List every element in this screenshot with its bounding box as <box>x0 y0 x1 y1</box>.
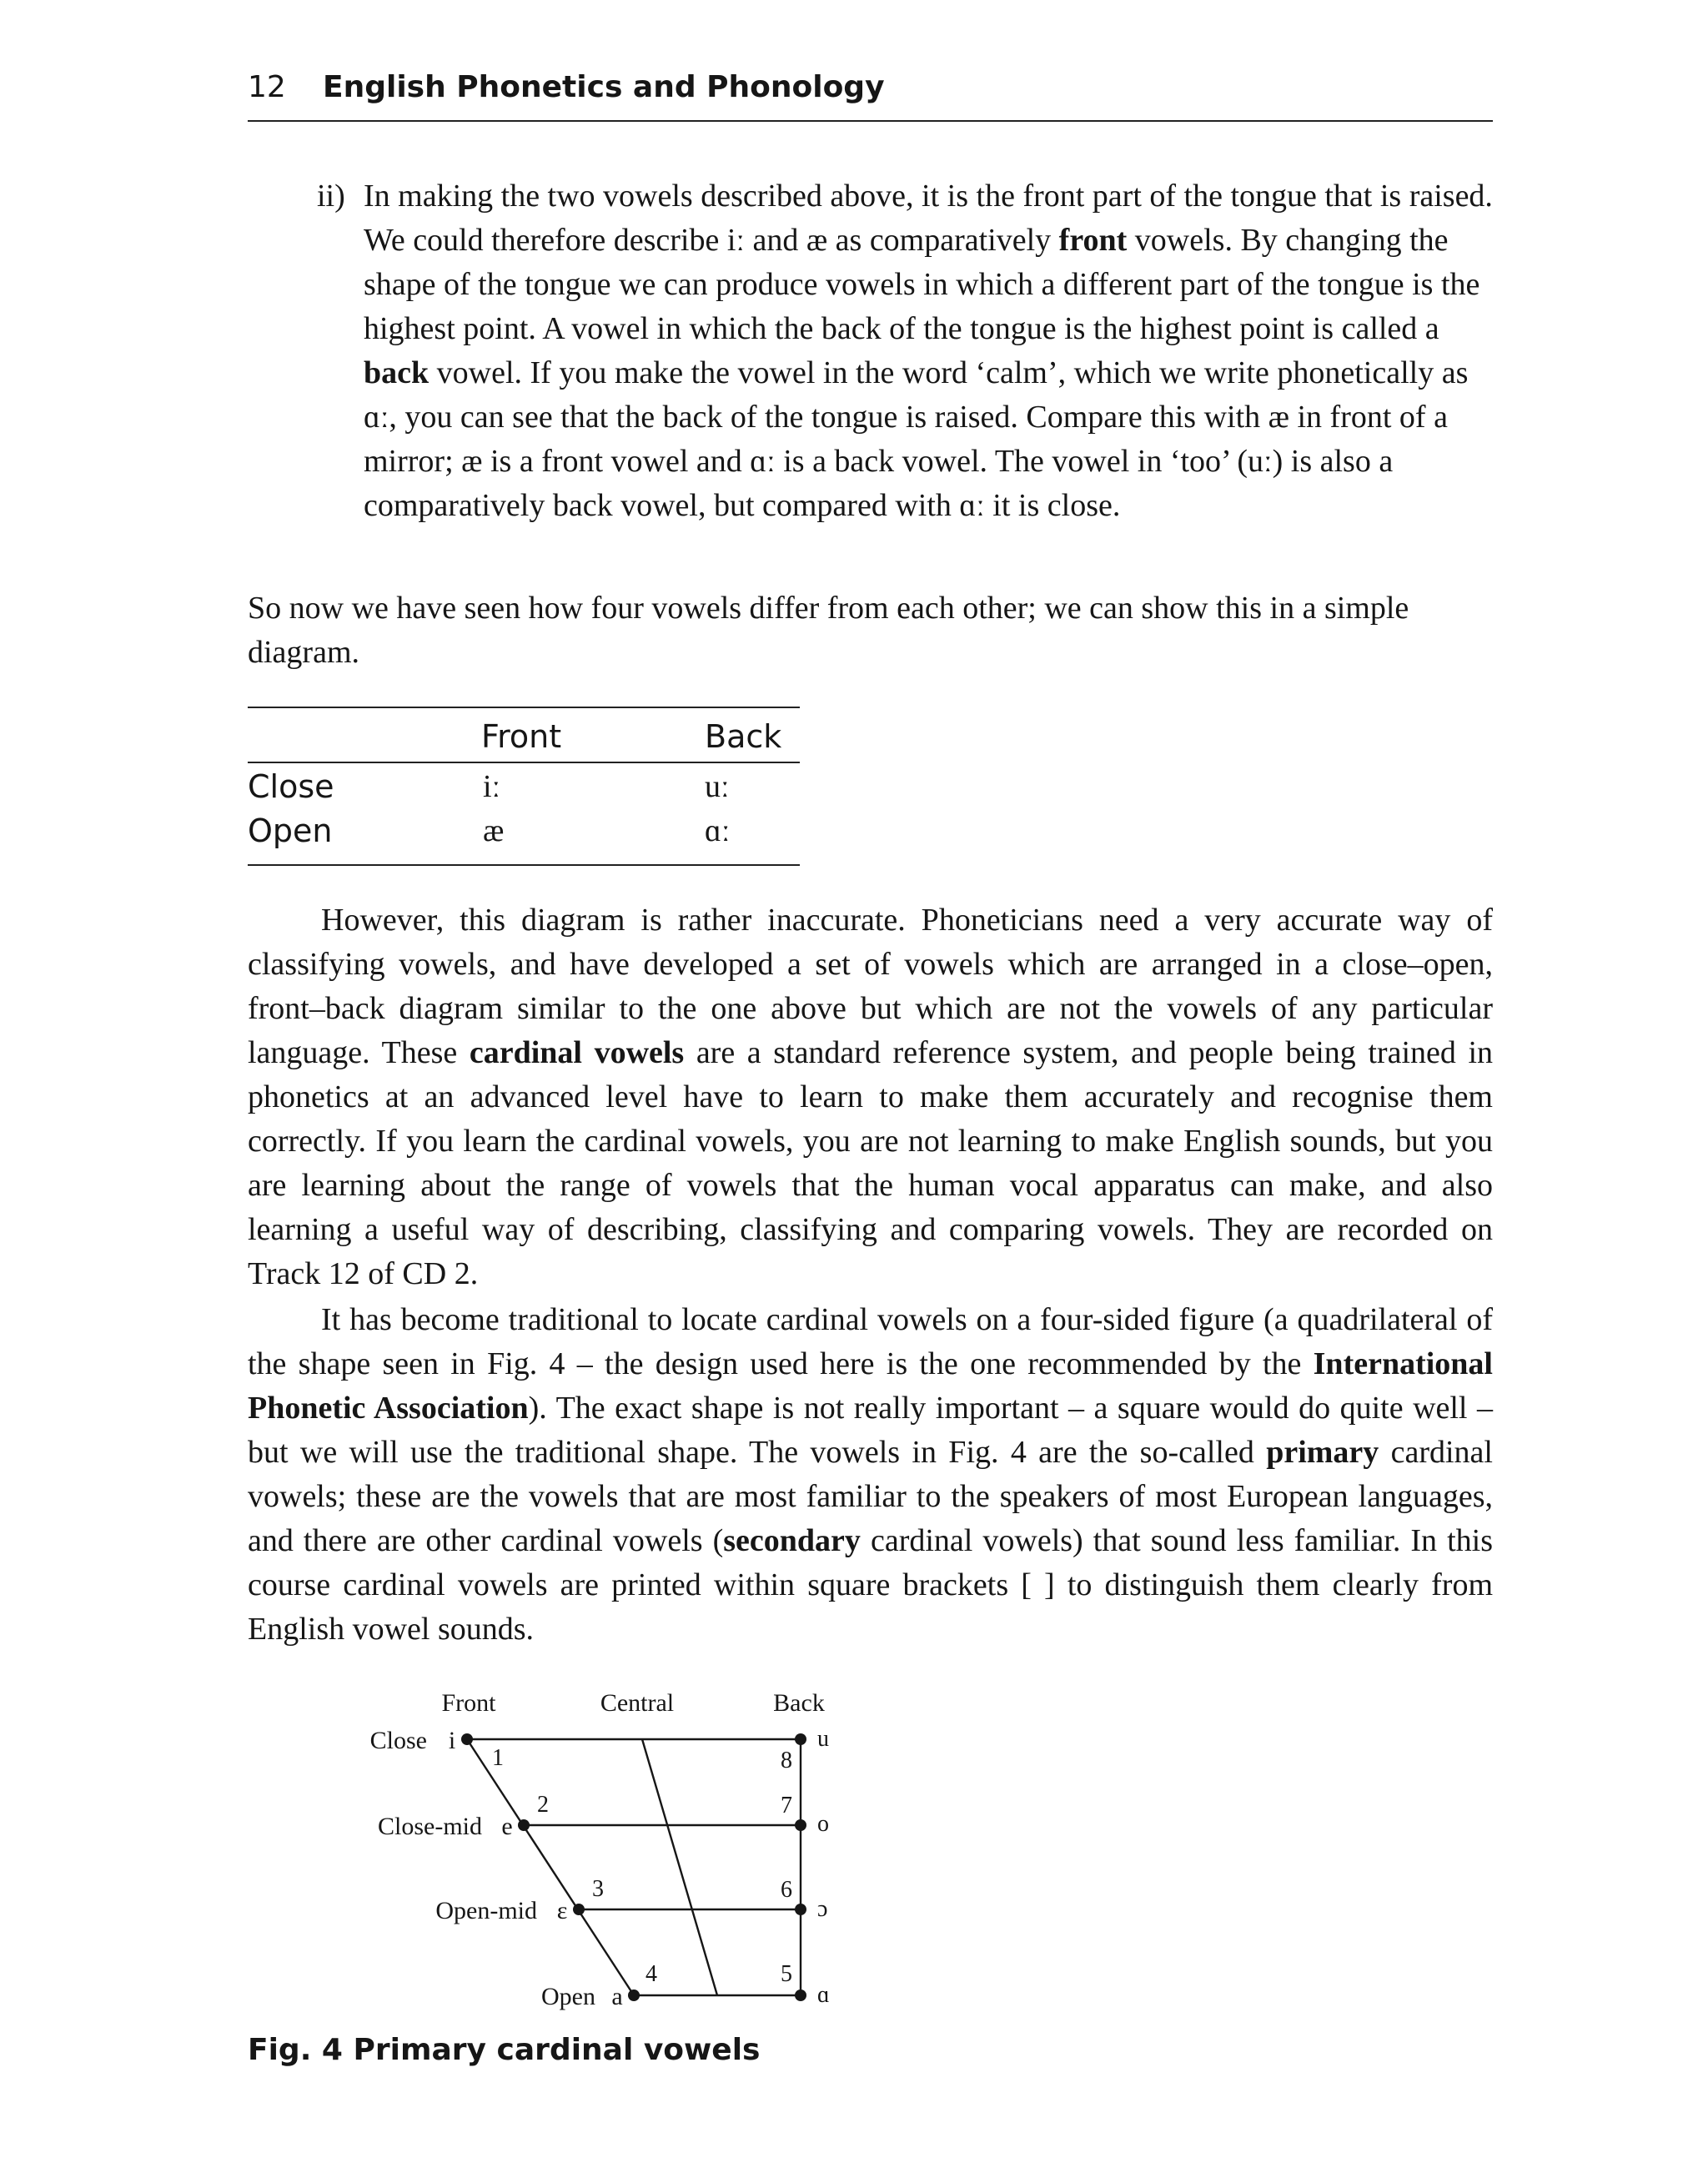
column-label-front: Front <box>441 1689 496 1717</box>
vowel-number-1: 1 <box>492 1745 504 1771</box>
table-row-label-open: Open <box>248 812 333 849</box>
vowel-number-5: 5 <box>781 1961 792 1987</box>
text-run: vowel. If you make the vowel in the word ‘calm’, which we write phonetically as ɑː, you can see that the back of the tongue is raised. Compare this with æ in front of a mirror; æ is a front vowel and ɑː is a back vowel. The vowel in ‘too’ (uː) is also a comparatively back vowel, but compared with ɑː it is close. <box>364 355 1469 523</box>
figure-caption-label: Fig. 4 <box>248 2033 343 2067</box>
lead-in-paragraph: So now we have seen how four vowels differ from each other; we can show this in a simple diagram. <box>248 591 1409 670</box>
table-cell-close-back: uː <box>705 769 730 804</box>
table-rule-header <box>248 762 800 763</box>
figure-vowel-quadrilateral <box>350 1681 867 2015</box>
vowel-symbol-4: a <box>611 1983 623 2010</box>
front-edge <box>467 1739 634 1995</box>
vowel-symbol-3: ɛ <box>556 1897 568 1924</box>
figure-caption <box>248 2033 760 2067</box>
vowel-symbol-1: i <box>448 1727 456 1754</box>
vowel-number-2: 2 <box>537 1792 549 1818</box>
bold-term-front: front <box>1058 223 1128 258</box>
vowel-number-8: 8 <box>781 1748 792 1773</box>
column-label-back: Back <box>773 1689 825 1717</box>
vowel-symbol-2: e <box>501 1813 513 1840</box>
table-cell-open-front: æ <box>483 813 505 848</box>
vowel-point-5 <box>795 1989 806 2001</box>
list-item-number: ii) <box>317 179 345 214</box>
table-rule-bottom <box>248 864 800 866</box>
vowel-number-4: 4 <box>646 1961 657 1987</box>
text-run: cardinal vowels; these are the vowels that are most familiar to the speakers of most European languages, and there are other cardinal vowels ( <box>248 1435 1493 1558</box>
vowel-symbol-6: ɔ <box>817 1896 828 1922</box>
paragraph-cardinal-vowels <box>248 898 1493 1296</box>
text-run: However, this diagram is rather inaccurate. Phoneticians need a very accurate way of classifying vowels, and have developed a set of vowels which are arranged in a close–open, front–back diagram similar to the one above but which are not the vowels of any particular language. These <box>248 903 1493 1070</box>
bold-term-back: back <box>364 355 430 390</box>
text-run: It has become traditional to locate cardinal vowels on a four-sided figure (a quadrilateral of the shape seen in Fig. 4 – the design used here is the one recommended by the <box>248 1302 1493 1381</box>
vowel-point-3 <box>573 1904 585 1915</box>
text-run: In making the two vowels described above, it is the front part of the tongue that is raised. We could therefore describe iː and æ as comparatively <box>364 179 1493 258</box>
vowel-number-3: 3 <box>592 1876 604 1902</box>
paragraph-quadrilateral <box>248 1298 1493 1652</box>
vowel-point-1 <box>461 1733 473 1745</box>
central-line <box>642 1739 717 1995</box>
table-row-label-close: Close <box>248 768 334 805</box>
height-label-close-mid: Close-mid <box>378 1813 482 1840</box>
book-title: English Phonetics and Phonology <box>323 70 885 104</box>
table-cell-close-front: iː <box>483 769 501 804</box>
table-header-front: Front <box>481 718 562 755</box>
vowel-point-6 <box>795 1904 806 1915</box>
bold-term-ipa: International Phonetic Association <box>248 1346 1493 1426</box>
height-label-close: Close <box>369 1727 427 1754</box>
bold-term-secondary: secondary <box>723 1523 861 1558</box>
page-number: 12 <box>248 70 286 104</box>
list-item-body <box>364 174 1493 528</box>
vowel-symbol-5: ɑ <box>817 1982 830 2008</box>
text-run: vowels. By changing the shape of the tongue we can produce vowels in which a different part of the tongue is the highest point. A vowel in which the back of the tongue is the highest point is called a <box>364 223 1480 346</box>
height-label-open: Open <box>541 1983 595 2010</box>
bold-term-primary: primary <box>1266 1435 1379 1470</box>
table-header-back: Back <box>705 718 782 755</box>
text-run: cardinal vowels) that sound less familiar. In this course cardinal vowels are printed within square brackets [ ] to distinguish them clearly from English vowel sounds. <box>248 1523 1494 1647</box>
vowel-number-6: 6 <box>781 1877 792 1903</box>
vowel-point-2 <box>518 1819 530 1831</box>
figure-caption-text: Primary cardinal vowels <box>353 2033 761 2067</box>
table-rule-top <box>248 707 800 708</box>
text-run: are a standard reference system, and people being trained in phonetics at an advanced level have to learn to make them accurately and recognise them correctly. If you learn the cardinal vowels, you are not learning to make English sounds, but you are learning about the range of vowels that the human vocal apparatus can make, and also learning a useful way of describing, classifying and comparing vowels. They are recorded on Track 12 of CD 2. <box>248 1035 1494 1291</box>
column-label-central: Central <box>600 1689 675 1717</box>
vowel-point-4 <box>628 1989 640 2001</box>
running-head <box>248 70 1493 122</box>
vowel-point-7 <box>795 1819 806 1831</box>
bold-term-cardinal-vowels: cardinal vowels <box>469 1035 685 1070</box>
vowel-symbol-8: u <box>817 1726 829 1752</box>
height-label-open-mid: Open-mid <box>435 1897 537 1924</box>
vowel-point-8 <box>795 1733 806 1745</box>
vowel-symbol-7: o <box>817 1811 829 1837</box>
vowel-quadrilateral-diagram <box>350 1681 867 2015</box>
vowel-number-7: 7 <box>781 1793 792 1818</box>
table-cell-open-back: ɑː <box>705 813 731 848</box>
text-run: ). The exact shape is not really important – a square would do quite well – but we will use the traditional shape. The vowels in Fig. 4 are the so-called <box>248 1391 1493 1470</box>
